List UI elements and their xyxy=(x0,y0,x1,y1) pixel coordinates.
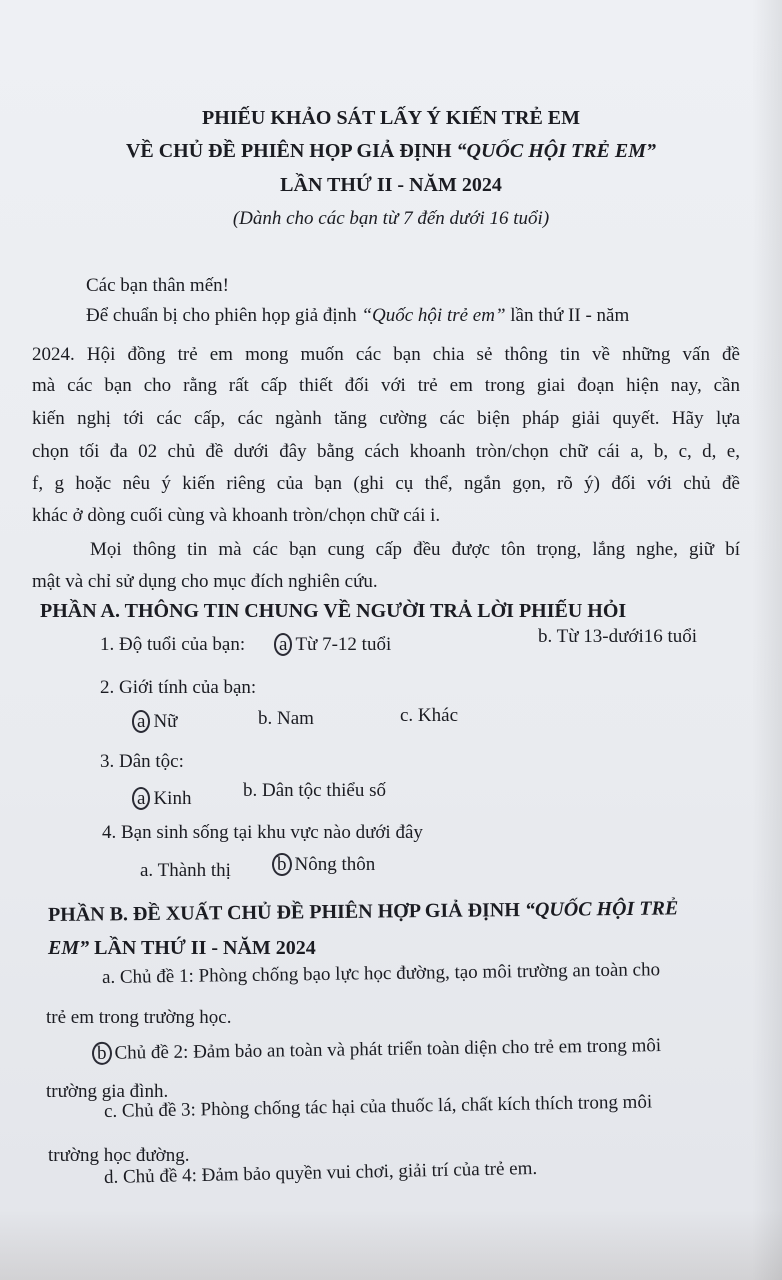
intro-p1-line6: f, g hoặc nêu ý kiến riêng của bạn (ghi cụ thể, ngắn gọn, rõ ý) đối với chủ đề xyxy=(32,473,740,494)
q2-option-b[interactable]: b. Nam xyxy=(258,708,314,729)
q4-option-b-circle: b xyxy=(272,853,292,876)
q3-option-a[interactable] xyxy=(132,787,191,810)
intro-p1-line5: chọn tối đa 02 chủ đề dưới đây bằng cách khoanh tròn/chọn chữ cái a, b, c, d, e, xyxy=(32,441,740,462)
title-line2-italic: “QUỐC HỘI TRẺ EM” xyxy=(456,140,657,162)
section-b-heading-line2 xyxy=(48,938,316,958)
q3-option-a-text: Kinh xyxy=(153,788,192,809)
intro-p1-line4: kiến nghị tới các cấp, các ngành tăng cường các biện pháp giải quyết. Hãy lựa xyxy=(32,408,740,429)
topic-b-line2: trường gia đình. xyxy=(46,1081,169,1102)
q2-label: 2. Giới tính của bạn: xyxy=(100,677,257,698)
intro-p1-line7: khác ở dòng cuối cùng và khoanh tròn/chọn chữ cái i. xyxy=(32,505,441,526)
intro-p1-prefix: Để chuẩn bị cho phiên họp giả định xyxy=(86,305,362,326)
q1-label: 1. Độ tuổi của bạn: xyxy=(100,634,246,655)
q2-option-a[interactable] xyxy=(132,710,177,733)
survey-title-line2 xyxy=(0,140,782,163)
q1-option-a[interactable] xyxy=(274,633,391,656)
q3-option-a-circle: a xyxy=(132,787,150,810)
intro-p1-line1 xyxy=(86,306,629,325)
intro-p1-line3: mà các bạn cho rằng rất cấp thiết đối với trẻ em trong giai đoạn hiện nay, cần xyxy=(32,375,740,396)
q4-option-b[interactable] xyxy=(272,853,375,876)
q1-option-a-text: Từ 7-12 tuổi xyxy=(295,634,392,655)
intro-p1-line2: 2024. Hội đồng trẻ em mong muốn các bạn chia sẻ thông tin về những vấn đề xyxy=(32,344,740,365)
page-bottom-shadow xyxy=(0,1210,782,1280)
q3-label: 3. Dân tộc: xyxy=(100,751,184,772)
intro-p2-line2: mật và chỉ sử dụng cho mục đích nghiên cứu. xyxy=(32,571,378,592)
section-a-heading: PHẦN A. THÔNG TIN CHUNG VỀ NGƯỜI TRẢ LỜI PHIẾU HỎI xyxy=(40,600,627,622)
section-b-heading-em: EM” xyxy=(48,937,90,959)
q2-option-a-circle: a xyxy=(132,710,150,733)
q2-option-a-text: Nữ xyxy=(153,711,178,732)
survey-title-line1: PHIẾU KHẢO SÁT LẤY Ý KIẾN TRẺ EM xyxy=(201,107,581,129)
topic-a-line2: trẻ em trong trường học. xyxy=(46,1007,232,1028)
greeting: Các bạn thân mến! xyxy=(86,275,229,296)
topic-b-line1[interactable] xyxy=(92,1034,661,1065)
q2-option-c[interactable]: c. Khác xyxy=(400,705,459,726)
intro-p2-line1: Mọi thông tin mà các bạn cung cấp đều được tôn trọng, lắng nghe, giữ bí xyxy=(90,539,740,560)
q3-option-b[interactable]: b. Dân tộc thiểu số xyxy=(243,780,387,801)
title-line2-prefix: VỀ CHỦ ĐỀ PHIÊN HỌP GIẢ ĐỊNH xyxy=(125,140,457,162)
section-b-heading-prefix: PHẦN B. ĐỀ XUẤT CHỦ ĐỀ PHIÊN HỢP GIẢ ĐỊNH xyxy=(47,899,525,926)
survey-title-line3: LẦN THỨ II - NĂM 2024 xyxy=(280,174,502,196)
q1-option-a-circle: a xyxy=(274,633,292,656)
section-b-heading-italic: “QUỐC HỘI TRẺ xyxy=(524,897,679,922)
topic-c-line2: trường học đường. xyxy=(48,1145,190,1166)
intro-p1-italic: “Quốc hội trẻ em” xyxy=(361,305,506,326)
q4-option-a[interactable]: a. Thành thị xyxy=(140,860,231,881)
topic-a-line1[interactable]: a. Chủ đề 1: Phòng chống bạo lực học đường, tạo môi trường an toàn cho xyxy=(101,959,661,988)
intro-p1-suffix: lần thứ II - năm xyxy=(505,305,630,326)
q4-option-b-text: Nông thôn xyxy=(294,854,376,875)
topic-d-line1[interactable]: d. Chủ đề 4: Đảm bảo quyền vui chơi, giải trí của trẻ em. xyxy=(103,1157,538,1188)
q1-option-b[interactable]: b. Từ 13-dưới16 tuổi xyxy=(538,626,698,647)
section-b-heading-suffix: LẦN THỨ II - NĂM 2024 xyxy=(89,937,316,959)
section-b-heading-line1 xyxy=(48,898,678,925)
q4-label: 4. Bạn sinh sống tại khu vực nào dưới đây xyxy=(102,822,423,843)
topic-b-circle: b xyxy=(92,1042,112,1065)
survey-subtitle: (Dành cho các bạn từ 7 đến dưới 16 tuổi) xyxy=(232,208,550,229)
topic-c-line1[interactable]: c. Chủ đề 3: Phòng chống tác hại của thuốc lá, chất kích thích trong môi xyxy=(103,1091,653,1122)
topic-b-text: Chủ đề 2: Đảm bảo an toàn và phát triển toàn diện cho trẻ em trong môi xyxy=(114,1035,662,1064)
